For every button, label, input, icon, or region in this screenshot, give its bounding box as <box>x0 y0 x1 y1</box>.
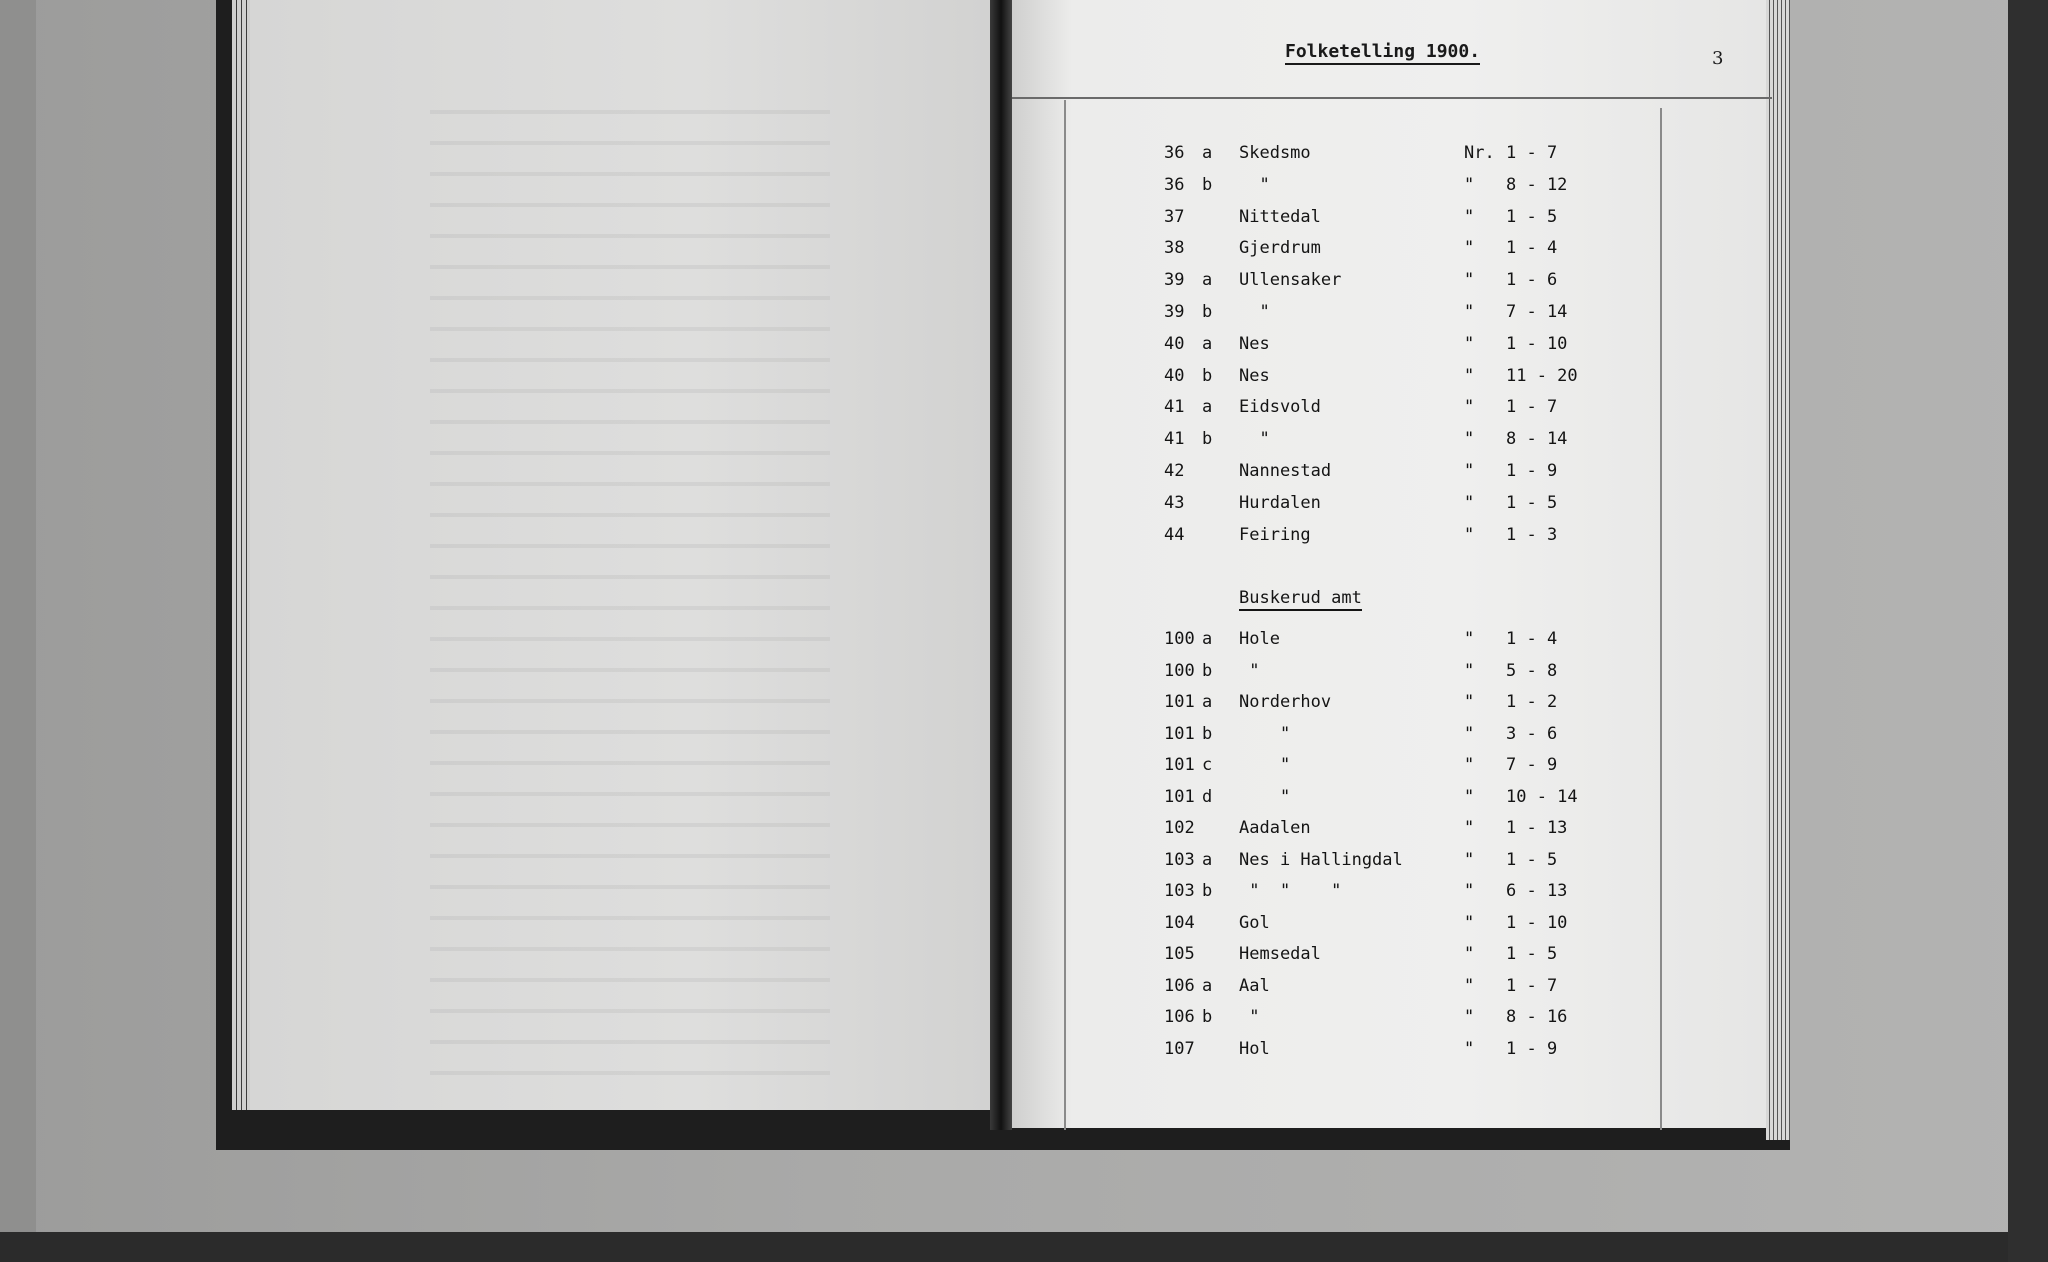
municipality-name: Gjerdrum <box>1239 238 1321 259</box>
row-number: 44 <box>1164 524 1185 545</box>
ditto-mark: Nr. <box>1464 143 1495 163</box>
municipality-name: Nittedal <box>1239 206 1321 227</box>
number-range: 8 - 14 <box>1506 429 1568 450</box>
number-range: 7 - 14 <box>1506 302 1568 322</box>
ditto-mark: " <box>1464 429 1475 450</box>
number-range: 1 - 7 <box>1506 975 1558 996</box>
table-row <box>0 657 2048 685</box>
municipality-name: Nes <box>1239 365 1270 386</box>
ditto-mark: " <box>1464 755 1475 775</box>
row-number: 36 <box>1164 174 1185 195</box>
municipality-name: Hemsedal <box>1239 944 1321 964</box>
table-row <box>0 330 2048 358</box>
row-letter: a <box>1202 849 1213 870</box>
ditto-mark: " <box>1464 270 1475 291</box>
municipality-name: Gol <box>1239 912 1270 933</box>
ditto-mark: " <box>1464 302 1475 322</box>
municipality-name: " <box>1239 429 1270 450</box>
table-row <box>0 751 2048 779</box>
header-rule <box>1012 97 1772 99</box>
table-row <box>0 877 2048 905</box>
row-letter: b <box>1202 1007 1213 1027</box>
municipality-name: Eidsvold <box>1239 397 1321 418</box>
municipality-name: " <box>1239 723 1291 744</box>
number-range: 1 - 10 <box>1506 912 1568 933</box>
ditto-mark: " <box>1464 629 1475 649</box>
table-row <box>0 1035 2048 1063</box>
row-letter: b <box>1202 881 1213 901</box>
row-letter: a <box>1202 333 1213 354</box>
row-number: 102 <box>1164 818 1195 838</box>
row-number: 103 <box>1164 849 1195 870</box>
number-range: 6 - 13 <box>1506 881 1568 901</box>
number-range: 8 - 16 <box>1506 1007 1568 1027</box>
table-row <box>0 846 2048 874</box>
number-range: 1 - 13 <box>1506 818 1568 838</box>
row-letter: d <box>1202 786 1213 807</box>
number-range: 11 - 20 <box>1506 365 1578 386</box>
table-row <box>0 393 2048 421</box>
row-letter: b <box>1202 429 1213 450</box>
row-letter: b <box>1202 302 1213 322</box>
table-row <box>0 234 2048 262</box>
table-row <box>0 171 2048 199</box>
ditto-mark: " <box>1464 461 1475 481</box>
table-row <box>0 362 2048 390</box>
ditto-mark: " <box>1464 912 1475 933</box>
table-row <box>0 688 2048 716</box>
ditto-mark: " <box>1464 397 1475 418</box>
municipality-name: " " " <box>1239 881 1342 901</box>
ditto-mark: " <box>1464 206 1475 227</box>
row-number: 41 <box>1164 429 1185 450</box>
row-number: 101 <box>1164 786 1195 807</box>
row-letter: b <box>1202 723 1213 744</box>
number-range: 3 - 6 <box>1506 723 1558 744</box>
row-number: 36 <box>1164 143 1185 163</box>
ditto-mark: " <box>1464 333 1475 354</box>
ditto-mark: " <box>1464 975 1475 996</box>
number-range: 1 - 10 <box>1506 333 1568 354</box>
ditto-mark: " <box>1464 1038 1475 1059</box>
municipality-name: " <box>1239 755 1291 775</box>
number-range: 1 - 5 <box>1506 206 1558 227</box>
table-row <box>0 783 2048 811</box>
row-letter: a <box>1202 270 1213 291</box>
municipality-name: Aal <box>1239 975 1270 996</box>
row-number: 37 <box>1164 206 1185 227</box>
municipality-name: Nes i Hallingdal <box>1239 849 1403 870</box>
municipality-name: Hole <box>1239 629 1280 649</box>
ditto-mark: " <box>1464 692 1475 712</box>
row-number: 101 <box>1164 723 1195 744</box>
section-heading: Buskerud amt <box>1239 587 1362 611</box>
ditto-mark: " <box>1464 818 1475 838</box>
row-letter: b <box>1202 174 1213 195</box>
page-number: 3 <box>1712 48 1724 69</box>
number-range: 5 - 8 <box>1506 660 1558 681</box>
row-number: 41 <box>1164 397 1185 418</box>
number-range: 8 - 12 <box>1506 174 1568 195</box>
municipality-name: " <box>1239 174 1270 195</box>
municipality-name: Skedsmo <box>1239 143 1311 163</box>
row-number: 107 <box>1164 1038 1195 1059</box>
ditto-mark: " <box>1464 944 1475 964</box>
row-letter: a <box>1202 143 1213 163</box>
table-row <box>0 521 2048 549</box>
table-row <box>0 298 2048 326</box>
table-row <box>0 720 2048 748</box>
number-range: 1 - 4 <box>1506 629 1558 649</box>
row-number: 100 <box>1164 660 1195 681</box>
number-range: 1 - 4 <box>1506 238 1558 259</box>
row-number: 43 <box>1164 492 1185 513</box>
row-number: 38 <box>1164 238 1185 259</box>
row-number: 105 <box>1164 944 1195 964</box>
row-number: 106 <box>1164 1007 1195 1027</box>
municipality-name: Ullensaker <box>1239 270 1342 291</box>
row-number: 42 <box>1164 461 1185 481</box>
row-number: 103 <box>1164 881 1195 901</box>
table-row <box>0 266 2048 294</box>
table-row <box>0 457 2048 485</box>
row-letter: b <box>1202 660 1213 681</box>
row-number: 101 <box>1164 755 1195 775</box>
number-range: 1 - 5 <box>1506 944 1558 964</box>
row-letter: a <box>1202 975 1213 996</box>
number-range: 1 - 7 <box>1506 397 1558 418</box>
row-letter: a <box>1202 692 1213 712</box>
table-row <box>0 489 2048 517</box>
municipality-name: Hol <box>1239 1038 1270 1059</box>
number-range: 1 - 2 <box>1506 692 1558 712</box>
row-letter: c <box>1202 755 1213 775</box>
row-letter: a <box>1202 397 1213 418</box>
municipality-name: Hurdalen <box>1239 492 1321 513</box>
number-range: 1 - 5 <box>1506 849 1558 870</box>
municipality-name: Norderhov <box>1239 692 1332 712</box>
row-number: 101 <box>1164 692 1195 712</box>
ditto-mark: " <box>1464 660 1475 681</box>
row-number: 106 <box>1164 975 1195 996</box>
ditto-mark: " <box>1464 238 1475 259</box>
municipality-name: Nes <box>1239 333 1270 354</box>
row-letter: a <box>1202 629 1213 649</box>
municipality-name: " <box>1239 786 1291 807</box>
ditto-mark: " <box>1464 723 1475 744</box>
table-row <box>0 909 2048 937</box>
table-row <box>0 814 2048 842</box>
number-range: 1 - 3 <box>1506 524 1558 545</box>
row-number: 39 <box>1164 302 1185 322</box>
number-range: 1 - 5 <box>1506 492 1558 513</box>
number-range: 10 - 14 <box>1506 786 1578 807</box>
row-number: 40 <box>1164 365 1185 386</box>
number-range: 1 - 9 <box>1506 461 1558 481</box>
table-row <box>0 425 2048 453</box>
table-row <box>0 1003 2048 1031</box>
table-row <box>0 625 2048 653</box>
row-number: 40 <box>1164 333 1185 354</box>
row-number: 39 <box>1164 270 1185 291</box>
row-number: 100 <box>1164 629 1195 649</box>
table-row <box>0 203 2048 231</box>
ditto-mark: " <box>1464 786 1475 807</box>
row-number: 104 <box>1164 912 1195 933</box>
municipality-name: Aadalen <box>1239 818 1311 838</box>
number-range: 1 - 7 <box>1506 143 1558 163</box>
ditto-mark: " <box>1464 524 1475 545</box>
municipality-name: Feiring <box>1239 524 1311 545</box>
scanner-bottom-band <box>0 1232 2048 1262</box>
table-row <box>0 972 2048 1000</box>
ditto-mark: " <box>1464 881 1475 901</box>
table-row <box>0 139 2048 167</box>
number-range: 7 - 9 <box>1506 755 1558 775</box>
ditto-mark: " <box>1464 1007 1475 1027</box>
number-range: 1 - 9 <box>1506 1038 1558 1059</box>
ditto-mark: " <box>1464 174 1475 195</box>
municipality-name: " <box>1239 660 1260 681</box>
table-row <box>0 940 2048 968</box>
number-range: 1 - 6 <box>1506 270 1558 291</box>
ditto-mark: " <box>1464 492 1475 513</box>
municipality-name: " <box>1239 1007 1260 1027</box>
ditto-mark: " <box>1464 849 1475 870</box>
row-letter: b <box>1202 365 1213 386</box>
municipality-name: Nannestad <box>1239 461 1332 481</box>
municipality-name: " <box>1239 302 1270 322</box>
page-title: Folketelling 1900. <box>1285 42 1480 65</box>
ditto-mark: " <box>1464 365 1475 386</box>
